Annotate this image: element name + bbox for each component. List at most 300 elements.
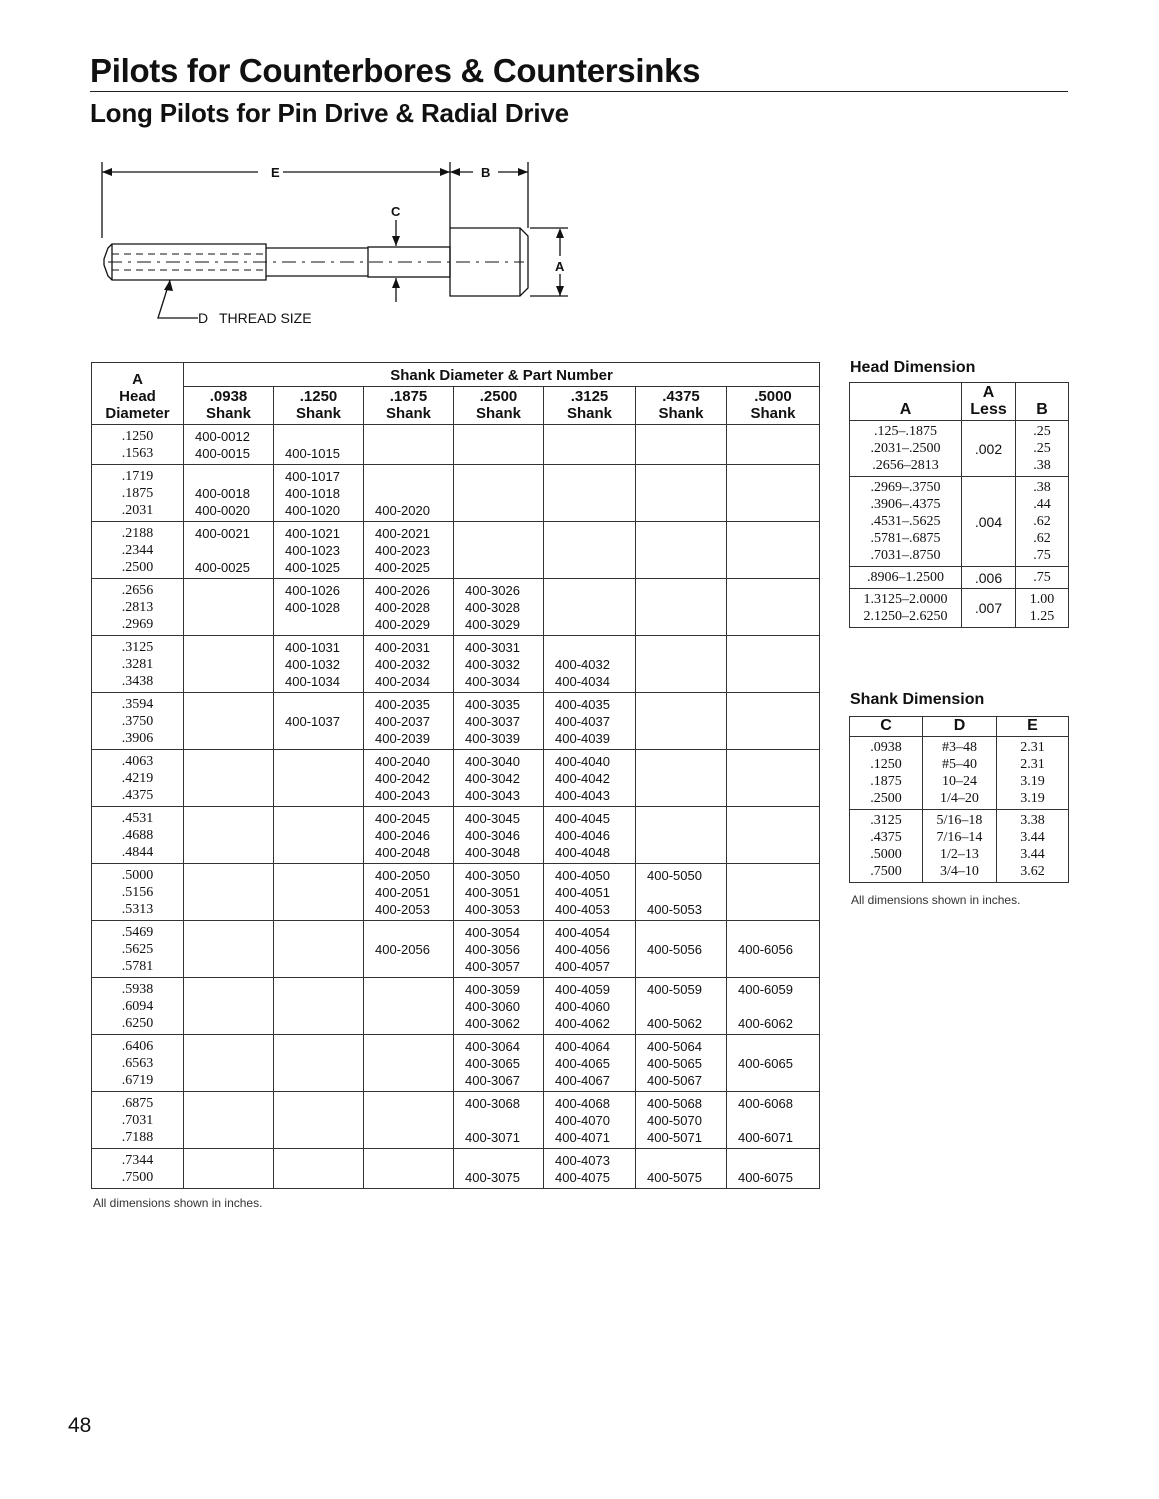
part-number-cell [274, 425, 364, 465]
part-number [647, 1152, 726, 1169]
part-number-cell [274, 807, 364, 864]
part-number-cell [364, 1092, 454, 1149]
part-number [195, 1038, 273, 1055]
part-number: 400-3026 [465, 583, 520, 598]
part-number [738, 445, 819, 462]
part-number-cell [636, 1092, 727, 1149]
part-number: 400-6065 [738, 1056, 793, 1071]
part-number [285, 1072, 363, 1089]
part-number: 400-4057 [555, 959, 610, 974]
less-cell: .006 [962, 567, 1016, 589]
part-number [647, 428, 726, 445]
part-number [647, 673, 726, 690]
part-number-cell [274, 1035, 364, 1092]
part-number-cell [544, 693, 636, 750]
part-number [375, 1072, 453, 1089]
part-number: 400-2053 [375, 902, 430, 917]
part-number: 400-4051 [555, 885, 610, 900]
part-number: 400-4045 [555, 811, 610, 826]
shank-dimension-table [849, 716, 1069, 883]
part-number: 400-5067 [647, 1073, 702, 1088]
part-number-cell [454, 978, 544, 1035]
shank-header-3: .2500 Shank [454, 387, 544, 425]
part-number [195, 753, 273, 770]
part-number [647, 958, 726, 975]
shank-d-cell: 5/16–18 7/16–14 1/2–13 3/4–10 [923, 810, 997, 883]
part-number-cell [454, 693, 544, 750]
shank-col-d: D [923, 717, 997, 737]
part-number-cell [727, 750, 820, 807]
part-number-cell [274, 522, 364, 579]
part-number: 400-1037 [285, 714, 340, 729]
part-number [647, 502, 726, 519]
part-number-cell [274, 693, 364, 750]
part-number [738, 810, 819, 827]
label-thread-size: THREAD SIZE [219, 310, 312, 326]
part-number-cell [364, 636, 454, 693]
part-number: 400-2042 [375, 771, 430, 786]
part-number-cell [727, 978, 820, 1035]
part-number-cell [636, 864, 727, 921]
label-e: E [271, 165, 280, 180]
part-number-cell [454, 579, 544, 636]
table-row [92, 1092, 820, 1149]
head-range-cell: 1.3125–2.0000 2.1250–2.6250 [850, 589, 962, 628]
head-diameter-cell: .3125 .3281 .3438 [92, 636, 184, 693]
part-number [555, 445, 635, 462]
part-number [195, 827, 273, 844]
part-number: 400-4060 [555, 999, 610, 1014]
part-number-cell [364, 864, 454, 921]
part-number-cell [544, 579, 636, 636]
part-number [195, 958, 273, 975]
b-cell: 1.00 1.25 [1016, 589, 1069, 628]
page-subtitle: Long Pilots for Pin Drive & Radial Drive [90, 98, 569, 128]
part-number [195, 924, 273, 941]
part-number [195, 770, 273, 787]
part-number [375, 981, 453, 998]
part-number-cell [274, 579, 364, 636]
part-number: 400-6062 [738, 1016, 793, 1031]
part-number: 400-4039 [555, 731, 610, 746]
label-b: B [481, 165, 491, 180]
part-number: 400-0012 [195, 429, 250, 444]
part-number: 400-2035 [375, 697, 430, 712]
part-number-cell [274, 465, 364, 522]
head-diameter-cell: .1719 .1875 .2031 [92, 465, 184, 522]
part-number-cell [274, 864, 364, 921]
part-number [375, 1169, 453, 1186]
part-number-cell [364, 1149, 454, 1189]
part-number-cell [636, 1035, 727, 1092]
shank-e-cell: 2.31 2.31 3.19 3.19 [997, 737, 1069, 810]
part-number [465, 428, 543, 445]
part-number: 400-3037 [465, 714, 520, 729]
part-number [195, 599, 273, 616]
part-number [285, 730, 363, 747]
part-number [738, 924, 819, 941]
part-number: 400-3059 [465, 982, 520, 997]
part-number: 400-5062 [647, 1016, 702, 1031]
part-number-cell [636, 978, 727, 1035]
part-number-cell [454, 636, 544, 693]
part-number [195, 696, 273, 713]
shank-c-cell: .0938 .1250 .1875 .2500 [850, 737, 923, 810]
part-number [738, 1152, 819, 1169]
part-number-cell [544, 522, 636, 579]
head-col-b: B [1016, 383, 1069, 421]
table-row [92, 636, 820, 693]
part-number: 400-2056 [375, 942, 430, 957]
part-number [647, 656, 726, 673]
head-diameter-cell: .5000 .5156 .5313 [92, 864, 184, 921]
part-number: 400-3039 [465, 731, 520, 746]
part-number-cell [454, 425, 544, 465]
part-number [375, 468, 453, 485]
part-number: 400-4042 [555, 771, 610, 786]
part-number-cell [727, 807, 820, 864]
part-number [195, 582, 273, 599]
part-number: 400-3043 [465, 788, 520, 803]
part-number: 400-5071 [647, 1130, 702, 1145]
part-number-cell [364, 921, 454, 978]
part-number: 400-3042 [465, 771, 520, 786]
part-number [738, 525, 819, 542]
part-number [738, 1112, 819, 1129]
part-number: 400-4053 [555, 902, 610, 917]
part-number [555, 485, 635, 502]
part-number: 400-2025 [375, 560, 430, 575]
shank-col-e: E [997, 717, 1069, 737]
part-number [195, 1129, 273, 1146]
part-number [555, 468, 635, 485]
part-number-cell [184, 425, 274, 465]
part-number: 400-3054 [465, 925, 520, 940]
part-number-cell [544, 425, 636, 465]
part-number [647, 525, 726, 542]
part-number [465, 485, 543, 502]
part-number: 400-2045 [375, 811, 430, 826]
part-number [647, 753, 726, 770]
part-number [465, 502, 543, 519]
part-number: 400-4068 [555, 1096, 610, 1111]
part-number-cell [274, 978, 364, 1035]
label-a: A [555, 259, 565, 274]
part-number [375, 1055, 453, 1072]
part-number [555, 582, 635, 599]
part-number [285, 884, 363, 901]
part-number: 400-1023 [285, 543, 340, 558]
part-number: 400-3064 [465, 1039, 520, 1054]
b-cell: .38 .44 .62 .62 .75 [1016, 477, 1069, 567]
part-number-cell [727, 921, 820, 978]
part-number-cell [636, 1149, 727, 1189]
part-number: 400-2040 [375, 754, 430, 769]
part-number [738, 616, 819, 633]
part-number [647, 599, 726, 616]
part-number-cell [364, 978, 454, 1035]
part-number-cell [454, 864, 544, 921]
part-number-cell [636, 921, 727, 978]
part-number-cell [544, 1092, 636, 1149]
part-number-cell [727, 522, 820, 579]
part-number: 400-2046 [375, 828, 430, 843]
part-number: 400-1034 [285, 674, 340, 689]
page-title: Pilots for Counterbores & Countersinks [90, 52, 701, 89]
shank-footnote: All dimensions shown in inches. [851, 893, 1021, 907]
table-row [92, 978, 820, 1035]
part-number [738, 656, 819, 673]
part-number: 400-4040 [555, 754, 610, 769]
part-number [375, 998, 453, 1015]
head-diameter-cell: .5938 .6094 .6250 [92, 978, 184, 1035]
table-row [92, 864, 820, 921]
part-number-cell [184, 978, 274, 1035]
part-number: 400-3071 [465, 1130, 520, 1145]
shank-header-2: .1875 Shank [364, 387, 454, 425]
head-range-cell: .8906–1.2500 [850, 567, 962, 589]
table-row [92, 921, 820, 978]
head-diameter-cell: .5469 .5625 .5781 [92, 921, 184, 978]
part-number [647, 639, 726, 656]
head-diameter-cell: .1250 .1563 [92, 425, 184, 465]
part-number: 400-3068 [465, 1096, 520, 1111]
part-number: 400-4070 [555, 1113, 610, 1128]
part-number-cell [364, 522, 454, 579]
part-number: 400-4032 [555, 657, 610, 672]
part-number: 400-2026 [375, 583, 430, 598]
part-number: 400-4059 [555, 982, 610, 997]
part-number [375, 1095, 453, 1112]
part-number: 400-1025 [285, 560, 340, 575]
part-number: 400-4062 [555, 1016, 610, 1031]
part-number [285, 941, 363, 958]
part-number [285, 1152, 363, 1169]
part-number: 400-3040 [465, 754, 520, 769]
part-number [738, 867, 819, 884]
part-number: 400-2020 [375, 503, 430, 518]
part-number-cell [727, 425, 820, 465]
head-range-cell: .125–.1875 .2031–.2500 .2656–2813 [850, 421, 962, 477]
part-number: 400-3051 [465, 885, 520, 900]
part-number: 400-3067 [465, 1073, 520, 1088]
part-number [195, 730, 273, 747]
head-diameter-cell: .6875 .7031 .7188 [92, 1092, 184, 1149]
part-number-cell [184, 1035, 274, 1092]
part-number-cell [184, 693, 274, 750]
part-number: 400-3053 [465, 902, 520, 917]
table-row [92, 1149, 820, 1189]
part-number: 400-4050 [555, 868, 610, 883]
part-number-cell [274, 750, 364, 807]
part-number [738, 696, 819, 713]
shank-header-0: .0938 Shank [184, 387, 274, 425]
part-number [647, 730, 726, 747]
part-number [465, 1152, 543, 1169]
table-row [850, 737, 1069, 810]
table-row [850, 421, 1069, 477]
part-number [647, 924, 726, 941]
part-number [195, 810, 273, 827]
part-number [738, 559, 819, 576]
less-cell: .002 [962, 421, 1016, 477]
part-number [555, 639, 635, 656]
part-number: 400-4075 [555, 1170, 610, 1185]
part-number-table [91, 362, 820, 1189]
part-number-cell [364, 750, 454, 807]
shank-header-6: .5000 Shank [727, 387, 820, 425]
part-number: 400-3048 [465, 845, 520, 860]
part-number: 400-3057 [465, 959, 520, 974]
label-c: C [391, 204, 401, 219]
part-number-cell [454, 522, 544, 579]
part-number [738, 1038, 819, 1055]
part-number [738, 428, 819, 445]
part-number [375, 1152, 453, 1169]
part-number [195, 673, 273, 690]
part-number: 400-3062 [465, 1016, 520, 1031]
part-number-cell [727, 465, 820, 522]
part-number [375, 1129, 453, 1146]
part-number [555, 599, 635, 616]
part-number [285, 753, 363, 770]
less-cell: .004 [962, 477, 1016, 567]
part-number [647, 445, 726, 462]
b-cell: .75 [1016, 567, 1069, 589]
part-number-cell [454, 750, 544, 807]
part-number [285, 1095, 363, 1112]
less-cell: .007 [962, 589, 1016, 628]
shank-col-c: C [850, 717, 923, 737]
part-number [738, 468, 819, 485]
part-number: 400-3032 [465, 657, 520, 672]
table-row [92, 522, 820, 579]
part-number: 400-5075 [647, 1170, 702, 1185]
part-number [195, 656, 273, 673]
part-number: 400-6068 [738, 1096, 793, 1111]
part-number-cell [184, 522, 274, 579]
part-number: 400-3034 [465, 674, 520, 689]
part-number: 400-0018 [195, 486, 250, 501]
part-number [738, 753, 819, 770]
part-number [738, 827, 819, 844]
part-number: 400-2043 [375, 788, 430, 803]
part-number [738, 787, 819, 804]
part-number: 400-2028 [375, 600, 430, 615]
part-number-cell [636, 465, 727, 522]
part-number: 400-4046 [555, 828, 610, 843]
part-number-cell [727, 1092, 820, 1149]
part-number [285, 924, 363, 941]
head-diameter-cell: .4063 .4219 .4375 [92, 750, 184, 807]
part-number: 400-2029 [375, 617, 430, 632]
part-number [647, 827, 726, 844]
part-number [285, 810, 363, 827]
part-number-cell [727, 1149, 820, 1189]
part-number [375, 1038, 453, 1055]
part-number: 400-5070 [647, 1113, 702, 1128]
part-number: 400-3065 [465, 1056, 520, 1071]
part-number [647, 998, 726, 1015]
part-number [738, 901, 819, 918]
part-number [647, 542, 726, 559]
part-number: 400-1015 [285, 446, 340, 461]
part-number [555, 525, 635, 542]
part-number [285, 901, 363, 918]
part-number-cell [727, 693, 820, 750]
part-number [738, 673, 819, 690]
head-dimension-table [849, 382, 1069, 628]
part-number-cell [274, 921, 364, 978]
part-number [285, 981, 363, 998]
part-number: 400-2048 [375, 845, 430, 860]
part-number [195, 1169, 273, 1186]
label-d: D [198, 310, 209, 326]
table-row [92, 579, 820, 636]
part-number: 400-2037 [375, 714, 430, 729]
part-number [195, 1072, 273, 1089]
part-number: 400-5065 [647, 1056, 702, 1071]
shank-e-cell: 3.38 3.44 3.44 3.62 [997, 810, 1069, 883]
part-number [465, 445, 543, 462]
part-number [738, 844, 819, 861]
part-number [195, 884, 273, 901]
part-number-cell [636, 750, 727, 807]
part-number-cell [364, 579, 454, 636]
part-number-cell [364, 693, 454, 750]
head-diameter-cell: .2656 .2813 .2969 [92, 579, 184, 636]
part-number: 400-2050 [375, 868, 430, 883]
part-number-cell [454, 1092, 544, 1149]
part-number-cell [184, 750, 274, 807]
part-number [285, 1169, 363, 1186]
table-row [92, 1035, 820, 1092]
table-row [850, 477, 1069, 567]
part-number-cell [727, 1035, 820, 1092]
part-number: 400-3029 [465, 617, 520, 632]
part-number: 400-2031 [375, 640, 430, 655]
part-number-cell [544, 750, 636, 807]
part-number-cell [274, 1149, 364, 1189]
part-number [195, 616, 273, 633]
part-number: 400-1020 [285, 503, 340, 518]
part-number: 400-5064 [647, 1039, 702, 1054]
part-number: 400-5056 [647, 942, 702, 957]
part-number: 400-3050 [465, 868, 520, 883]
part-number: 400-4037 [555, 714, 610, 729]
part-number-cell [636, 522, 727, 579]
part-number [738, 582, 819, 599]
part-number: 400-6075 [738, 1170, 793, 1185]
part-number: 400-3056 [465, 942, 520, 957]
part-number: 400-1032 [285, 657, 340, 672]
part-number [647, 582, 726, 599]
part-number-cell [636, 807, 727, 864]
part-number: 400-4064 [555, 1039, 610, 1054]
part-number [195, 542, 273, 559]
part-number [555, 428, 635, 445]
head-diameter-cell: .2188 .2344 .2500 [92, 522, 184, 579]
part-number [285, 616, 363, 633]
part-number-cell [364, 1035, 454, 1092]
part-number: 400-4043 [555, 788, 610, 803]
part-number [195, 981, 273, 998]
table-row [92, 465, 820, 522]
part-number-cell [184, 921, 274, 978]
part-number-cell [544, 1149, 636, 1189]
part-number [375, 428, 453, 445]
part-number [195, 941, 273, 958]
